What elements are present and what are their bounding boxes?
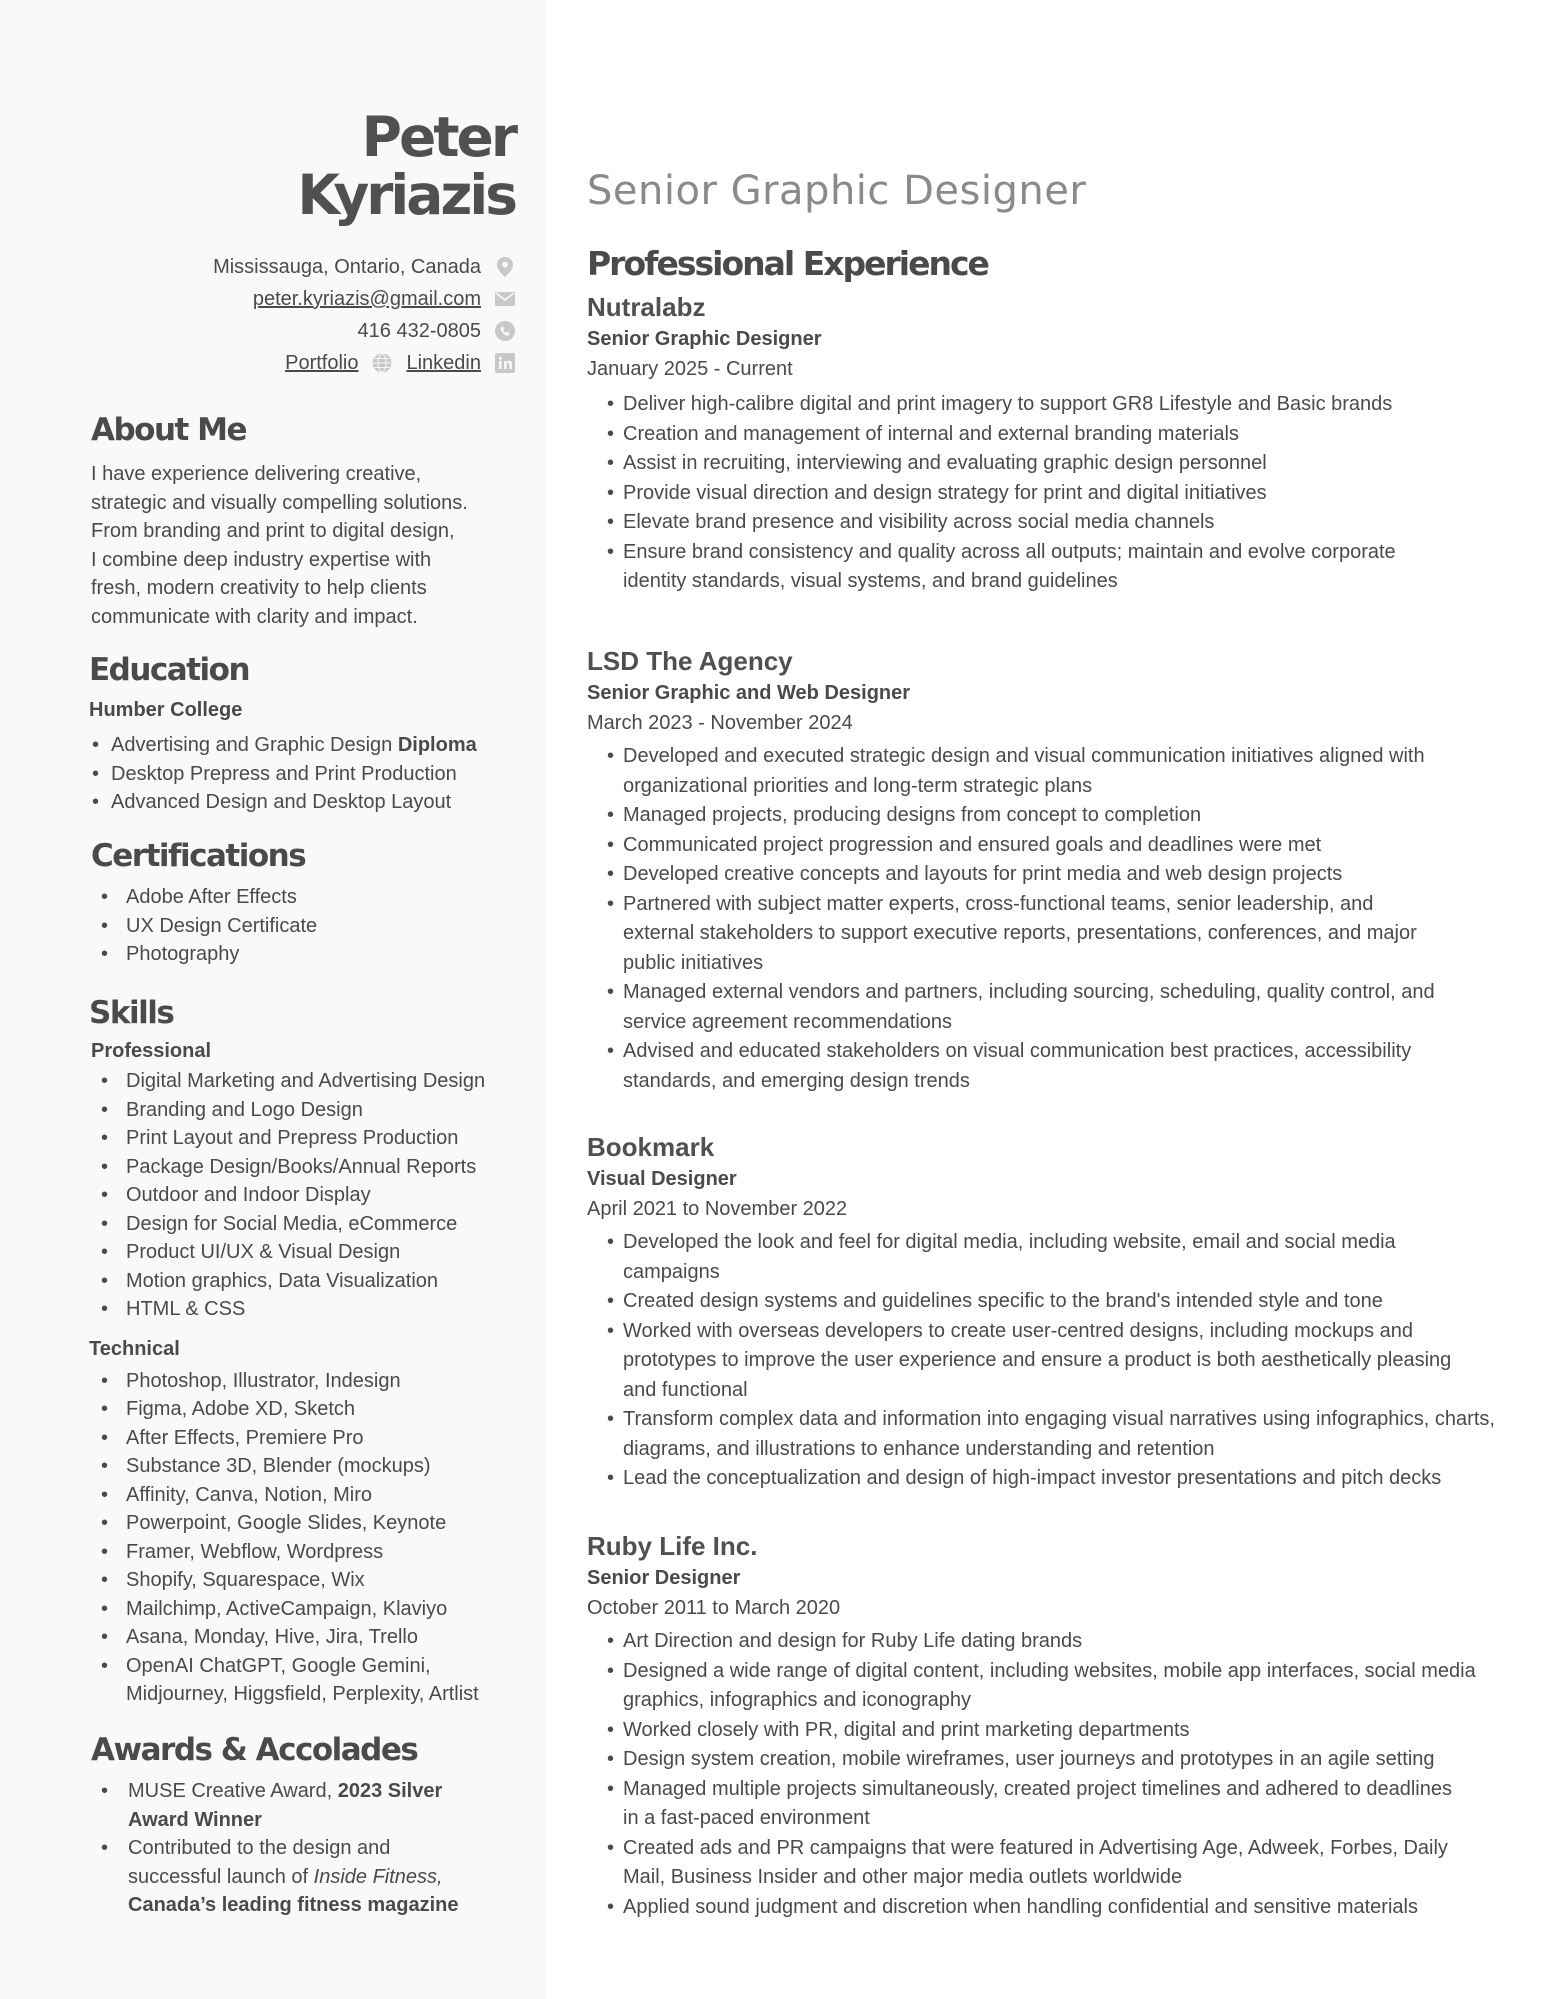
- list-item: • Print Layout and Prepress Production: [91, 1124, 519, 1153]
- list-item: • Created ads and PR campaigns that were featured in Advertising Age, Adweek, Forbes, Daily Mail, Business Insider and other major media outlets worldwide: [587, 1834, 1483, 1893]
- phone-text: 416 432-0805: [357, 320, 481, 342]
- job-role: Senior Designer: [587, 1567, 741, 1589]
- list-item: • Transform complex data and information into engaging visual narratives using infographics, charts, diagrams, and illustrations to enhance understanding and retention: [587, 1405, 1503, 1464]
- list-item: • Developed and executed strategic design and visual communication initiatives aligned with organizational priorities and long-term strategic plans: [587, 742, 1437, 801]
- phone-line: [213, 315, 515, 347]
- company-name: Ruby Life Inc.: [587, 1531, 758, 1561]
- certifications-section: [91, 836, 521, 969]
- list-item: • Managed projects, producing designs from concept to completion: [587, 801, 1437, 831]
- about-line: I have experience delivering creative,: [91, 463, 422, 485]
- list-item: • Asana, Monday, Hive, Jira, Trello: [91, 1623, 519, 1652]
- email-line: [213, 283, 515, 315]
- list-item: • Motion graphics, Data Visualization: [91, 1267, 519, 1296]
- first-name: Peter: [361, 105, 515, 169]
- phone-icon: [495, 321, 515, 341]
- education-heading: Education: [89, 652, 250, 688]
- list-item: • Advanced Design and Desktop Layout: [89, 788, 519, 817]
- job-bullets: [587, 390, 1507, 597]
- about-line: fresh, modern creativity to help clients: [91, 577, 427, 599]
- education-section: [89, 650, 519, 817]
- list-item: • Mailchimp, ActiveCampaign, Klaviyo: [91, 1595, 519, 1624]
- job-entry: [587, 1130, 1507, 1494]
- list-item: • Package Design/Books/Annual Reports: [91, 1153, 519, 1182]
- technical-skills-list: [91, 1367, 519, 1709]
- sidebar: [0, 0, 547, 1999]
- awards-heading: Awards & Accolades: [91, 1732, 418, 1768]
- list-item: • Advised and educated stakeholders on visual communication best practices, accessibility standards, and emerging design trends: [587, 1037, 1437, 1096]
- list-item: • Worked closely with PR, digital and print marketing departments: [587, 1716, 1487, 1746]
- experience-section: [587, 244, 1507, 597]
- location-line: [213, 251, 515, 283]
- about-section: [91, 410, 521, 631]
- certifications-heading: Certifications: [91, 838, 306, 874]
- list-item: • Framer, Webflow, Wordpress: [91, 1538, 519, 1567]
- list-item: • Photoshop, Illustrator, Indesign: [91, 1367, 519, 1396]
- list-item: • Managed external vendors and partners, including sourcing, scheduling, quality control, and service agreement recommendations: [587, 978, 1437, 1037]
- list-item: • Adobe After Effects: [91, 883, 521, 912]
- list-item: • Worked with overseas developers to create user-centred designs, including mockups and prototypes to improve the user experience and ensure a product is both aesthetically pleasing and functional: [587, 1317, 1463, 1406]
- list-item: • Art Direction and design for Ruby Life dating brands: [587, 1627, 1487, 1657]
- list-item: • Powerpoint, Google Slides, Keynote: [91, 1509, 519, 1538]
- list-item: • Designed a wide range of digital content, including websites, mobile app interfaces, social media graphics, infographics and iconography: [587, 1657, 1483, 1716]
- awards-section: [91, 1730, 521, 1920]
- location-text: Mississauga, Ontario, Canada: [213, 256, 481, 278]
- list-item: • Developed creative concepts and layouts for print media and web design projects: [587, 860, 1437, 890]
- globe-icon: [372, 353, 392, 373]
- job-bullets: [587, 1228, 1495, 1494]
- list-item: • Managed multiple projects simultaneously, created project timelines and adhered to deadlines in a fast-paced environment: [587, 1775, 1463, 1834]
- list-item: • Design for Social Media, eCommerce: [91, 1210, 519, 1239]
- job-role: Senior Graphic and Web Designer: [587, 682, 911, 704]
- about-line: I combine deep industry expertise with: [91, 548, 432, 571]
- location-pin-icon: [495, 257, 515, 277]
- list-item: • Applied sound judgment and discretion when handling confidential and sensitive materials: [587, 1893, 1487, 1923]
- job-dates: March 2023 - November 2024: [587, 712, 853, 734]
- list-item: • Lead the conceptualization and design of high-impact investor presentations and pitch decks: [587, 1464, 1487, 1494]
- about-heading: About Me: [91, 412, 247, 448]
- portfolio-link[interactable]: Portfolio: [285, 352, 359, 374]
- list-item: • Digital Marketing and Advertising Design: [91, 1067, 519, 1096]
- linkedin-icon: [495, 353, 515, 373]
- list-item: • Elevate brand presence and visibility across social media channels: [587, 508, 1507, 538]
- job-entry: [587, 644, 1507, 1096]
- list-item: • Shopify, Squarespace, Wix: [91, 1566, 519, 1595]
- company-name: LSD The Agency: [587, 646, 793, 676]
- list-item: • Contributed to the design and successful launch of Inside Fitness, Canada’s leading fitness magazine: [91, 1834, 521, 1920]
- job-bullets: [587, 1627, 1487, 1922]
- list-item: • MUSE Creative Award, 2023 Silver Award Winner: [91, 1777, 521, 1834]
- list-item: • HTML & CSS: [91, 1295, 519, 1324]
- contact-info: [213, 251, 515, 379]
- email-link[interactable]: peter.kyriazis@gmail.com: [252, 288, 481, 310]
- company-name: Bookmark: [587, 1132, 715, 1162]
- list-item: • Outdoor and Indoor Display: [91, 1181, 519, 1210]
- last-name: Kyriazis: [297, 163, 515, 227]
- list-item: • Photography: [91, 940, 521, 969]
- linkedin-link[interactable]: Linkedin: [406, 352, 481, 374]
- job-bullets: [587, 742, 1437, 1096]
- professional-skills-list: [91, 1067, 519, 1324]
- list-item: • Product UI/UX & Visual Design: [91, 1238, 519, 1267]
- about-text: [91, 460, 521, 631]
- job-role: Senior Graphic Designer: [587, 328, 822, 350]
- job-dates: April 2021 to November 2022: [587, 1198, 848, 1220]
- job-dates: October 2011 to March 2020: [587, 1597, 841, 1619]
- list-item: • Ensure brand consistency and quality across all outputs; maintain and evolve corporate identity standards, visual systems, and brand guidelines: [587, 538, 1463, 597]
- about-line: strategic and visually compelling solutions.: [91, 491, 468, 514]
- person-name: [297, 105, 515, 227]
- skills-section: [89, 993, 519, 1709]
- job-entry: [587, 1529, 1507, 1922]
- list-item: • Affinity, Canva, Notion, Miro: [91, 1481, 519, 1510]
- about-line: communicate with clarity and impact.: [91, 605, 418, 628]
- company-name: Nutralabz: [587, 292, 706, 322]
- technical-label: Technical: [89, 1337, 180, 1360]
- list-item: • Branding and Logo Design: [91, 1096, 519, 1125]
- list-item: • Design system creation, mobile wireframes, user journeys and prototypes in an agile setting: [587, 1745, 1487, 1775]
- list-item: • Developed the look and feel for digital media, including website, email and social media campaigns: [587, 1228, 1413, 1287]
- list-item: • Provide visual direction and design strategy for print and digital initiatives: [587, 479, 1507, 509]
- list-item: • Deliver high-calibre digital and print imagery to support GR8 Lifestyle and Basic brands: [587, 390, 1507, 420]
- professional-label: Professional: [91, 1040, 212, 1062]
- certifications-list: [91, 883, 521, 969]
- list-item: • Assist in recruiting, interviewing and evaluating graphic design personnel: [587, 449, 1507, 479]
- list-item: • Figma, Adobe XD, Sketch: [91, 1395, 519, 1424]
- list-item: • After Effects, Premiere Pro: [91, 1424, 519, 1453]
- skills-heading: Skills: [89, 995, 174, 1031]
- list-item: • Created design systems and guidelines specific to the brand's intended style and tone: [587, 1287, 1487, 1317]
- envelope-icon: [495, 289, 515, 309]
- education-list: [89, 731, 519, 817]
- job-dates: January 2025 - Current: [587, 358, 793, 380]
- list-item: • UX Design Certificate: [91, 912, 521, 941]
- list-item: • Creation and management of internal and external branding materials: [587, 420, 1507, 450]
- links-line: [213, 347, 515, 379]
- list-item: • OpenAI ChatGPT, Google Gemini, Midjourney, Higgsfield, Perplexity, Artlist: [91, 1652, 519, 1709]
- list-item: • Partnered with subject matter experts, cross-functional teams, senior leadership, and external stakeholders to support executive reports, presentations, conferences, and major public initiatives: [587, 890, 1437, 979]
- list-item: • Communicated project progression and ensured goals and deadlines were met: [587, 831, 1437, 861]
- awards-list: [91, 1777, 521, 1920]
- job-role: Visual Designer: [587, 1168, 737, 1190]
- headline: Senior Graphic Designer: [587, 168, 1087, 214]
- list-item: • Advertising and Graphic Design Diploma: [89, 731, 519, 760]
- about-line: From branding and print to digital design,: [91, 520, 455, 542]
- list-item: • Desktop Prepress and Print Production: [89, 760, 519, 789]
- school-name: Humber College: [89, 699, 243, 721]
- list-item: • Substance 3D, Blender (mockups): [91, 1452, 519, 1481]
- experience-heading: Professional Experience: [587, 244, 988, 283]
